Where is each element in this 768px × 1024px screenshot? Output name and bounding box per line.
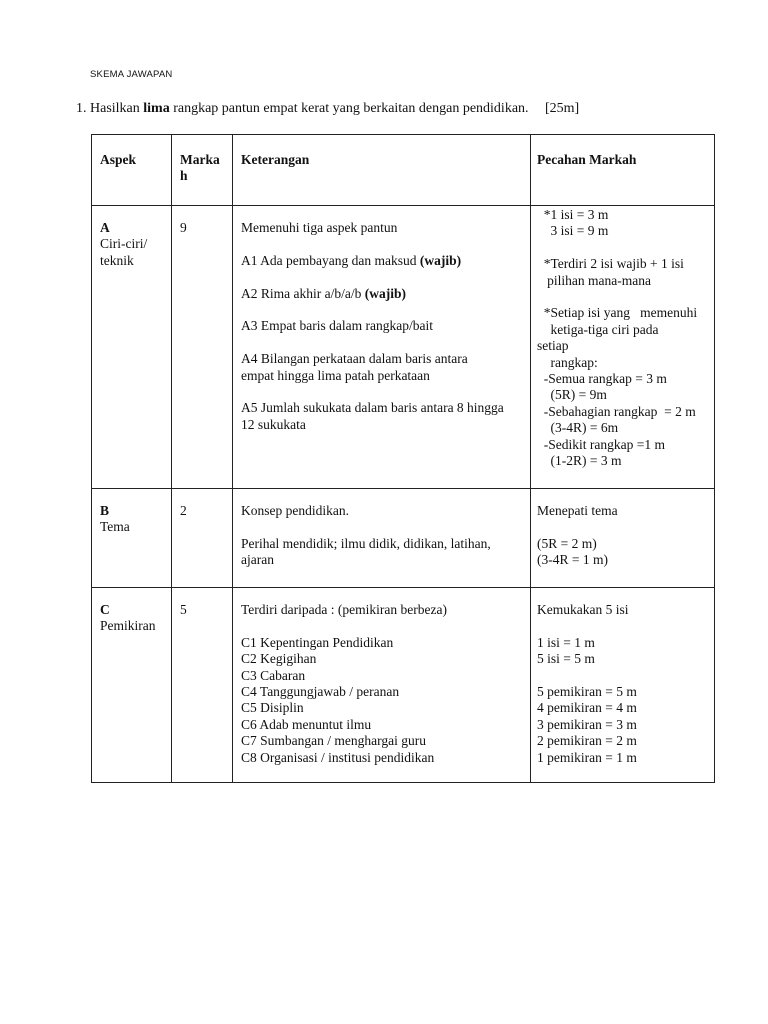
header-pecahan-markah: Pecahan Markah xyxy=(531,135,715,206)
header-markah xyxy=(172,135,233,206)
pecahan-cell xyxy=(531,489,715,588)
keterangan-line: A3 Empat baris dalam rangkap/bait xyxy=(241,318,433,334)
list-item: C3 Cabaran xyxy=(241,667,306,683)
list-item: C2 Kegigihan xyxy=(241,651,317,667)
keterangan-cell xyxy=(233,489,531,588)
keterangan-line: A1 Ada pembayang dan maksud (wajib) xyxy=(241,252,462,268)
question-prefix: 1. Hasilkan xyxy=(76,101,144,116)
question-bold-word: lima xyxy=(143,101,170,116)
list-item: -Semua rangkap = 3 m xyxy=(537,371,667,387)
pecahan-list xyxy=(537,602,710,766)
markah-value: 9 xyxy=(180,220,187,235)
keterangan-line: 12 sukukata xyxy=(241,416,306,432)
list-item: 2 pemikiran = 2 m xyxy=(537,733,637,749)
list-item: C5 Disiplin xyxy=(241,700,304,716)
keterangan-cell xyxy=(233,588,531,783)
list-item: Konsep pendidikan. xyxy=(241,503,349,518)
keterangan-cell xyxy=(233,206,531,489)
list-item: *Setiap isi yang memenuhi xyxy=(537,305,698,321)
keterangan-line: A4 Bilangan perkataan dalam baris antara xyxy=(241,351,468,367)
keterangan-list xyxy=(241,503,522,569)
list-item: Perihal mendidik; ilmu didik, didikan, latihan, xyxy=(241,535,491,551)
list-item: C4 Tanggungjawab / peranan xyxy=(241,684,400,700)
list-item: C7 Sumbangan / menghargai guru xyxy=(241,733,426,749)
aspek-code: A xyxy=(100,220,110,235)
list-item: 4 pemikiran = 4 m xyxy=(537,700,637,716)
list-item: (3-4R) = 6m xyxy=(537,420,619,436)
aspek-label: Pemikiran xyxy=(100,618,156,634)
aspek-cell xyxy=(92,206,172,489)
aspek-code: B xyxy=(100,503,110,518)
document-heading: SKEMA JAWAPAN xyxy=(90,69,173,80)
list-item: 3 pemikiran = 3 m xyxy=(537,716,637,732)
list-item: (1-2R) = 3 m xyxy=(537,453,622,469)
keterangan-line: A2 Rima akhir a/b/a/b (wajib) xyxy=(241,285,406,301)
aspek-code: C xyxy=(100,602,110,617)
list-item: 5 isi = 5 m xyxy=(537,651,595,667)
list-item: *Terdiri 2 isi wajib + 1 isi xyxy=(537,256,684,272)
list-item: ajaran xyxy=(241,552,274,568)
pecahan-list xyxy=(537,207,710,469)
table-row xyxy=(92,206,715,489)
header-markah-line1: Marka xyxy=(180,152,220,167)
list-item: pilihan mana-mana xyxy=(537,272,651,288)
list-item: -Sebahagian rangkap = 2 m xyxy=(537,403,696,419)
marking-scheme-table xyxy=(91,134,715,783)
keterangan-list xyxy=(241,602,522,766)
list-item: (5R) = 9m xyxy=(537,387,607,403)
list-item: C8 Organisasi / institusi pendidikan xyxy=(241,749,435,765)
list-item: Terdiri daripada : (pemikiran berbeza) xyxy=(241,602,447,617)
list-item: Menepati tema xyxy=(537,503,618,518)
pecahan-cell xyxy=(531,588,715,783)
list-item: 1 isi = 1 m xyxy=(537,634,595,650)
pecahan-cell xyxy=(531,206,715,489)
list-item: (5R = 2 m) xyxy=(537,535,597,551)
header-markah-line2: h xyxy=(180,168,188,184)
pecahan-list xyxy=(537,503,710,569)
list-item: setiap xyxy=(537,338,569,354)
list-item: (3-4R = 1 m) xyxy=(537,552,608,568)
table-row xyxy=(92,489,715,588)
list-item: rangkap: xyxy=(537,354,598,370)
list-item: C6 Adab menuntut ilmu xyxy=(241,716,372,732)
markah-value: 2 xyxy=(180,503,187,518)
header-aspek: Aspek xyxy=(92,135,172,206)
question-suffix: rangkap pantun empat kerat yang berkaitan dengan pendidikan. xyxy=(169,101,529,116)
question-marks: [25m] xyxy=(545,101,580,116)
list-item: Kemukakan 5 isi xyxy=(537,602,629,617)
markah-value: 5 xyxy=(180,602,187,617)
header-keterangan: Keterangan xyxy=(233,135,531,206)
keterangan-line: Memenuhi tiga aspek pantun xyxy=(241,220,398,235)
list-item: 1 pemikiran = 1 m xyxy=(537,749,637,765)
aspek-cell xyxy=(92,588,172,783)
table-row xyxy=(92,588,715,783)
list-item: -Sedikit rangkap =1 m xyxy=(537,436,665,452)
table-header-row xyxy=(92,135,715,206)
aspek-label: Ciri-ciri/ xyxy=(100,236,148,252)
aspek-label: Tema xyxy=(100,519,130,535)
question-text xyxy=(76,101,580,117)
keterangan-line: empat hingga lima patah perkataan xyxy=(241,367,430,383)
markah-cell xyxy=(172,588,233,783)
aspek-label: teknik xyxy=(100,252,134,268)
aspek-cell xyxy=(92,489,172,588)
markah-cell xyxy=(172,489,233,588)
list-item: 3 isi = 9 m xyxy=(537,223,609,239)
markah-cell xyxy=(172,206,233,489)
list-item: C1 Kepentingan Pendidikan xyxy=(241,634,394,650)
list-item: ketiga-tiga ciri pada xyxy=(537,321,659,337)
list-item: *1 isi = 3 m xyxy=(537,207,609,222)
list-item: 5 pemikiran = 5 m xyxy=(537,684,637,699)
keterangan-line: A5 Jumlah sukukata dalam baris antara 8 hingga xyxy=(241,400,504,416)
